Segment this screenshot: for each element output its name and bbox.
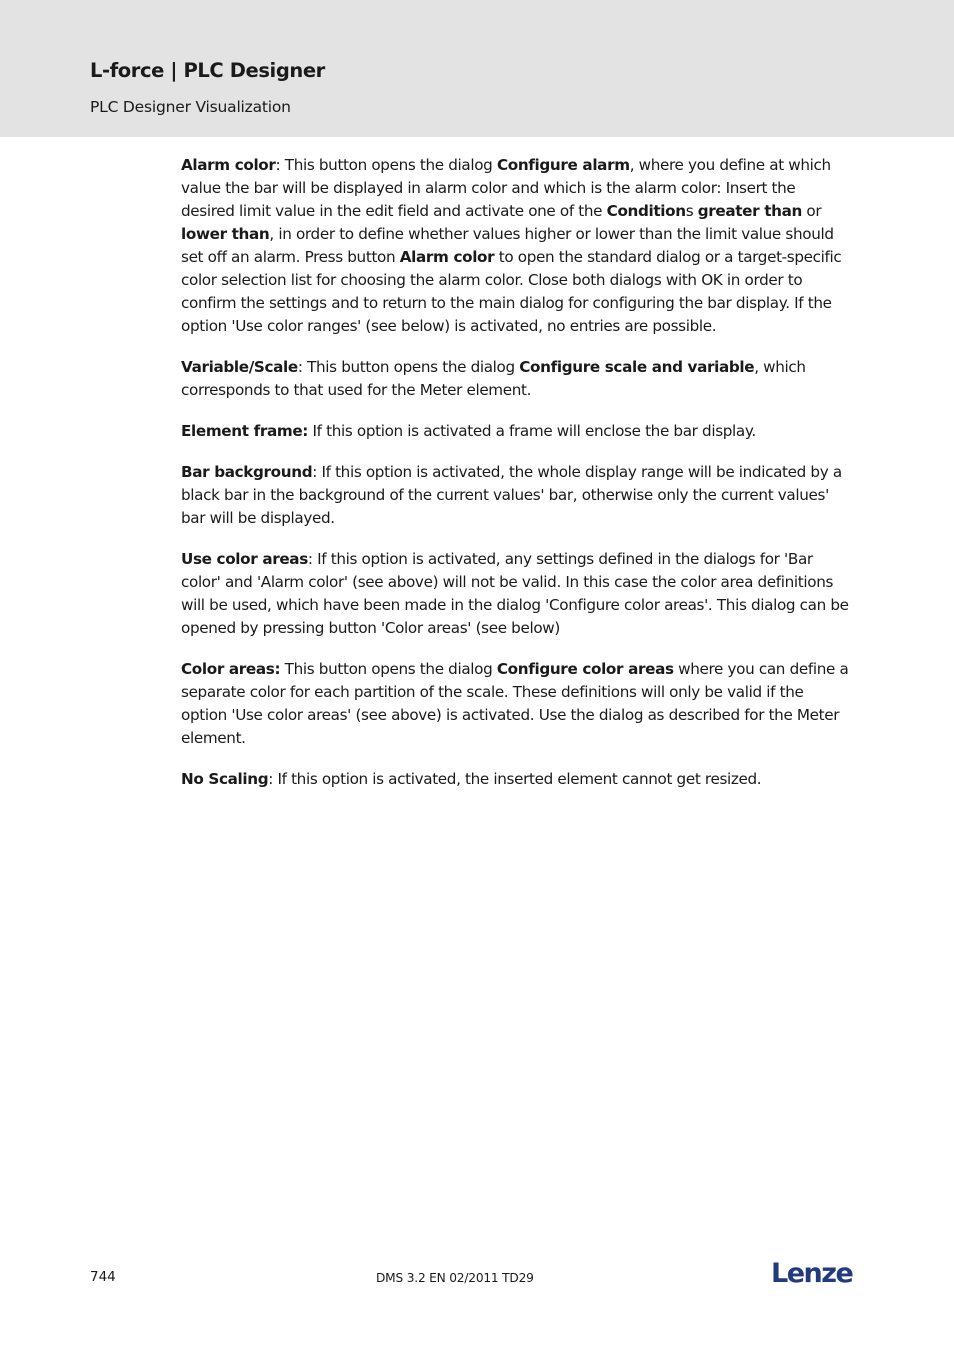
term: Variable/Scale — [181, 358, 298, 376]
document-title: L-force | PLC Designer — [90, 59, 325, 82]
paragraph-use-color-areas: Use color areas: If this option is activated, any settings defined in the dialogs for 'Bar color' and 'Alarm color' (see above) will not be valid. In this case the color area definitions will be used, which have been made in the dialog 'Configure color areas'. This dialog can be opened by pressing button 'Color areas' (see below) — [181, 550, 849, 637]
lenze-logo: Lenze — [771, 1258, 853, 1289]
document-id: DMS 3.2 EN 02/2011 TD29 — [376, 1271, 534, 1285]
term: Bar background — [181, 463, 313, 481]
term: Alarm color — [181, 156, 276, 174]
page-number: 744 — [90, 1269, 116, 1285]
section-subtitle: PLC Designer Visualization — [90, 98, 291, 116]
paragraph-no-scaling: No Scaling: If this option is activated, the inserted element cannot get resized. — [181, 770, 762, 788]
term: Color areas: — [181, 660, 281, 678]
term: No Scaling — [181, 770, 269, 788]
paragraph-variable-scale: Variable/Scale: This button opens the dialog Configure scale and variable, which corresponds to that used for the Meter element. — [181, 358, 806, 399]
term: Use color areas — [181, 550, 308, 568]
term: Element frame: — [181, 422, 309, 440]
paragraph-element-frame: Element frame: If this option is activated a frame will enclose the bar display. — [181, 422, 756, 440]
body-text — [181, 154, 853, 809]
paragraph-alarm-color: Alarm color: This button opens the dialog Configure alarm, where you define at which value the bar will be displayed in alarm color and which is the alarm color: Insert the desired limit value in the edit field and activate one of the Conditions greater than or lower than, in order to define whether values higher or lower than the limit value should set off an alarm. Press button Alarm color to open the standard dialog or a target-specific color selection list for choosing the alarm color. Close both dialogs with OK in order to confirm the settings and to return to the main dialog for configuring the bar display. If the option 'Use color ranges' (see below) is activated, no entries are possible. — [181, 156, 842, 335]
paragraph-color-areas: Color areas: This button opens the dialog Configure color areas where you can define a separate color for each partition of the scale. These definitions will only be valid if the option 'Use color areas' (see above) is activated. Use the dialog as described for the Meter element. — [181, 660, 849, 747]
page-header — [0, 0, 954, 137]
paragraph-bar-background: Bar background: If this option is activated, the whole display range will be indicated by a black bar in the background of the current values' bar, otherwise only the current values' bar will be displayed. — [181, 463, 842, 527]
